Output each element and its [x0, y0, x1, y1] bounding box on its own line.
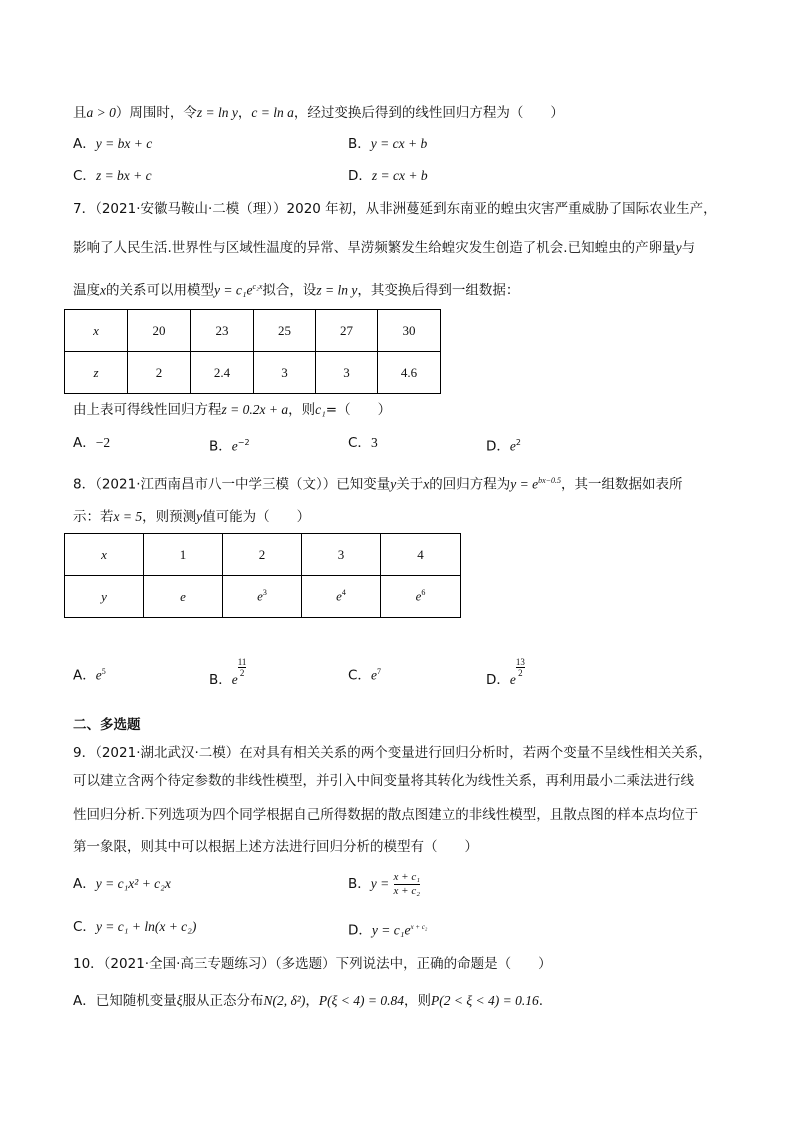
table-cell: $e^4$: [302, 576, 381, 618]
table-cell: x: [65, 310, 128, 352]
table-cell: 1: [144, 534, 223, 576]
table-cell: 3: [254, 352, 316, 394]
q9-line-1: 9．（2021·湖北武汉·二模）在对具有相关关系的两个变量进行回归分析时，若两个变量不呈线性相关关系，: [73, 745, 712, 761]
q6-question-tail: 且a > 0）周围时，令z = ln y，c = ln a，经过变换后得到的线性回归方程为（ ）: [73, 105, 564, 121]
q8-option-d: D．e $\frac{13}{2}$: [486, 657, 525, 688]
q6-option-d: D．z = cx + b: [348, 168, 428, 184]
section-heading: 二、多选题: [73, 717, 141, 733]
table-cell: 4.6: [378, 352, 441, 394]
table-cell: $e^6$: [381, 576, 461, 618]
q10-line-1: 10．（2021·全国·高三专题练习）（多选题）下列说法中，正确的命题是（ ）: [73, 956, 552, 972]
q8-option-a: A．$e^5$: [73, 667, 106, 684]
q7-option-d: D．$e^2$: [486, 438, 521, 455]
table-cell: 27: [316, 310, 378, 352]
table-cell: y: [65, 576, 144, 618]
table-cell: $e^3$: [223, 576, 302, 618]
table-cell: 30: [378, 310, 441, 352]
table-cell: x: [65, 534, 144, 576]
table-cell: 2: [128, 352, 191, 394]
table-cell: 25: [254, 310, 316, 352]
q9-line-4: 第一象限，则其中可以根据上述方法进行回归分析的模型有（ ）: [73, 839, 478, 855]
q9-option-b: B．y = $\frac{\text{x + c₁}}{\text{x + c₂}}$: [348, 870, 421, 897]
table-cell: 2: [223, 534, 302, 576]
q9-option-d: D．$y = c_1e^{x + c_2}$: [348, 922, 428, 939]
q8-data-table: [64, 533, 461, 618]
q7-line-1: 7．（2021·安徽马鞍山·二模（理））2020 年初，从非洲蔓延到东南亚的蝗虫灾害严重威胁了国际农业生产，: [73, 201, 717, 217]
q6-option-a: A．y = bx + c: [73, 136, 153, 152]
table-cell: 3: [302, 534, 381, 576]
q7-after-table: 由上表可得线性回归方程z = 0.2x + a，则c₁=（ ）: [73, 402, 392, 418]
table-cell: 3: [316, 352, 378, 394]
q8-option-c: C．$e^7$: [348, 667, 381, 684]
table-cell: e: [144, 576, 223, 618]
table-cell: 2.4: [191, 352, 254, 394]
q6-option-c: C．z = bx + c: [73, 168, 152, 184]
q9-line-2: 可以建立含两个待定参数的非线性模型，并引入中间变量将其转化为线性关系，再利用最小二乘法进行线: [73, 773, 694, 789]
q7-option-a: A．−2: [73, 435, 111, 451]
q9-option-a: A．y = c₁x² + c₂x: [73, 876, 171, 892]
q7-data-table: [64, 309, 441, 394]
q9-line-3: 性回归分析.下列选项为四个同学根据自己所得数据的散点图建立的非线性模型，且散点图的样本点均位于: [73, 807, 699, 823]
q7-option-c: C．3: [348, 435, 378, 451]
q7-line-3: 温度x的关系可以用模型$y = c_1e^{c_2x}$拟合，设z = ln y，其变换后得到一组数据：: [73, 282, 520, 299]
table-cell: 20: [128, 310, 191, 352]
q8-line-1: 8．（2021·江西南昌市八一中学三模（文））已知变量y关于x的回归方程为$y = e^{bx-0.5}$，其一组数据如表所: [73, 476, 683, 493]
q6-option-b: B．y = cx + b: [348, 136, 428, 152]
q10-option-a: A．已知随机变量ξ服从正态分布N(2, δ²)，P(ξ < 4) = 0.84，则P(2 < ξ < 4) = 0.16.: [73, 993, 544, 1009]
q8-line-2: 示：若x = 5，则预测y值可能为（ ）: [73, 509, 311, 525]
table-cell: z: [65, 352, 128, 394]
table-cell: 4: [381, 534, 461, 576]
q8-option-b: B．e $\frac{11}{2}$: [209, 657, 247, 688]
q7-line-2: 影响了人民生活.世界性与区域性温度的异常、旱涝频繁发生给蝗灾发生创造了机会.已知蝗虫的产卵量y与: [73, 240, 696, 256]
q9-option-c: C．y = c₁ + ln(x + c₂): [73, 919, 197, 935]
table-cell: 23: [191, 310, 254, 352]
q7-option-b: B．$e^{-2}$: [209, 438, 250, 455]
